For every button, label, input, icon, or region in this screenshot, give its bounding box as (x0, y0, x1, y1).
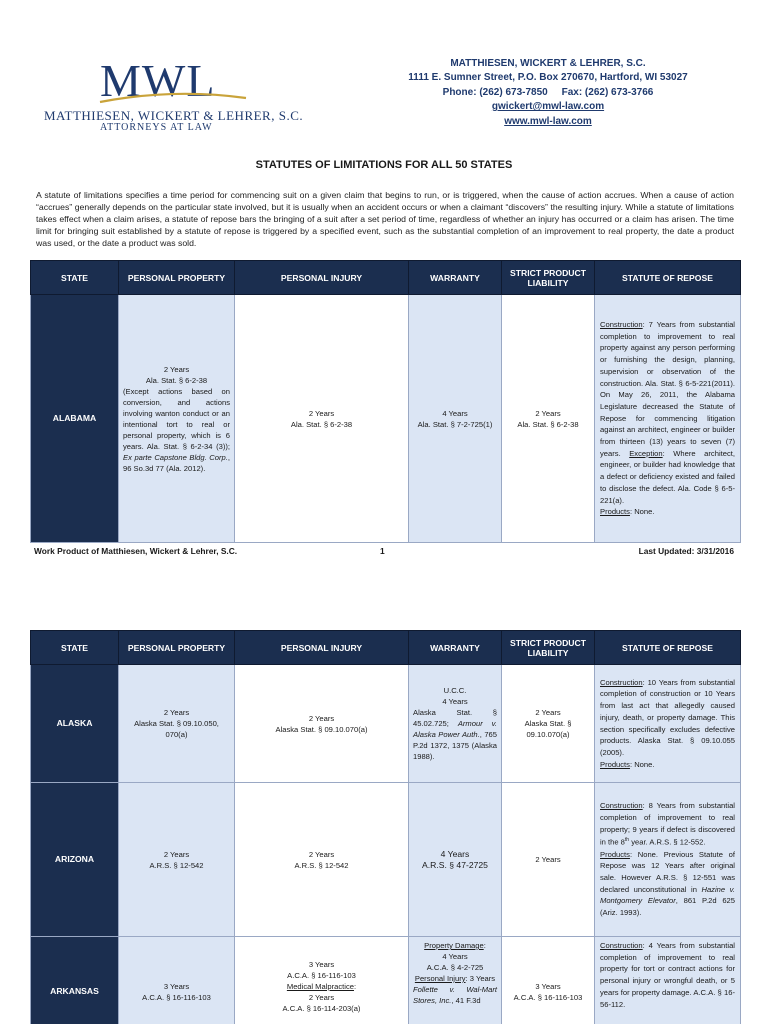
alabama-personal-injury (235, 295, 409, 543)
alaska-strict-product-liability (502, 665, 595, 783)
logo-tagline: ATTORNEYS AT LAW (100, 122, 213, 133)
arkansas-personal-injury (235, 937, 409, 1024)
pi-statute: A.C.A. § 16-116-103 (287, 971, 356, 980)
w-ucc: U.C.C. (443, 686, 467, 695)
pi-statute: Ala. Stat. § 6-2-38 (290, 419, 353, 429)
firm-logo (40, 54, 304, 134)
repose-text: : 4 Years from substantial completion of improvement to real property for tort or contract actions for personal injury or wrongful death, or 5 years for property damage. A.C.A. § 16-56-112. (600, 941, 735, 1009)
pi-statute: A.R.S. § 12-542 (294, 860, 349, 870)
repose-products-text: : None. (629, 507, 655, 517)
arkansas-warranty (409, 937, 502, 1024)
pi-years: 2 Years (308, 713, 335, 723)
w-years: 4 Years (442, 408, 468, 418)
w-pd-years: 4 Years (442, 952, 468, 961)
w-statute: Alaska Stat. § 45.02.725; (413, 708, 497, 728)
repose-text: : 10 Years from substantial completion of construction or 10 Years from last act that allegedly caused injury, death, or property damage. This section specifically excludes defective products. Alaska Stat. § 09.10.055 (2005). (600, 677, 735, 757)
arizona-warranty (409, 783, 502, 937)
spl-years: 2 Years (535, 855, 561, 864)
w-pd-statute: A.C.A. § 4-2-725 (426, 963, 484, 972)
w-statute: Ala. Stat. § 7-2-725(1) (417, 419, 493, 429)
header-personal-property: PERSONAL PROPERTY (119, 631, 235, 665)
repose-label: Construction (600, 677, 643, 687)
w-statute-block (413, 707, 497, 762)
pi-mm-years: 2 Years (308, 993, 335, 1002)
pi-years: 2 Years (308, 849, 335, 859)
alabama-personal-property (119, 295, 235, 543)
w-case-block (413, 984, 497, 1006)
spl-statute: Ala. Stat. § 6-2-38 (517, 419, 579, 429)
firm-phone-fax: Phone: (262) 673-7850 Fax: (262) 673-3766 (442, 86, 654, 98)
arizona-statute-of-repose (595, 783, 741, 937)
repose-text: : 7 Years from substantial completion to improvement to real property against any person performing or furnishing the design, planning, supervision or observation of the construction. Ala. Stat. § 6-5-221(2011). On May 26, 2011, the Alabama Legislature decreased the Statute of Repose for commencing litigation against an architect, engineer or builder from thirteen (13) years to seven (7) years. (600, 320, 735, 458)
pp-statute: A.C.A. § 16-116-103 (142, 992, 211, 1002)
pp-note-block (123, 386, 230, 474)
repose-products-text: : None. (629, 759, 655, 769)
w-cite: , 41 F.3d (451, 996, 481, 1005)
arkansas-strict-product-liability (502, 937, 595, 1024)
pp-statute: A.R.S. § 12-542 (149, 860, 204, 870)
repose-superscript: th (624, 837, 630, 844)
pp-years: 2 Years (163, 708, 190, 717)
header-statute-of-repose: STATUTE OF REPOSE (595, 631, 741, 665)
logo-firm-name: MATTHIESEN, WICKERT & LEHRER, S.C. (44, 108, 304, 123)
pp-note: (Except actions based on conversion, and actions involving wanton conduct or an intentional tort to real or personal property, which is 6 years. Ala. Stat. § 6-2-34 (3)); (123, 386, 230, 451)
state-alaska: ALASKA (31, 665, 119, 783)
arizona-personal-injury (235, 783, 409, 937)
alabama-strict-product-liability (502, 295, 595, 543)
firm-contact-block (400, 57, 696, 129)
w-case: Armour v. Alaska Power Auth. (413, 719, 497, 739)
pp-case: Ex parte Capstone Bldg. Corp. (123, 452, 228, 462)
pp-cite: , 96 So.3d 77 (Ala. 2012). (123, 452, 230, 473)
pp-statute: Alaska Stat. § 09.10.050, 070(a) (134, 719, 219, 739)
repose-label: Construction (600, 801, 643, 811)
repose-text-2: year. A.R.S. § 12-552. (629, 837, 706, 847)
w-cite: , 765 P.2d 1372, 1375 (Alaska 1988). (413, 730, 497, 761)
repose-text: : 8 Years from substantial completion of improvement to real property; 9 years if defect is discovered in the 8 (600, 801, 735, 847)
alabama-statute-of-repose (595, 295, 741, 543)
w-pd-label: Property Damage (424, 941, 484, 950)
alabama-warranty (409, 295, 502, 543)
footer-work-product: Work Product of Matthiesen, Wickert & Lehrer, S.C. (34, 546, 238, 556)
arizona-personal-property (119, 783, 235, 937)
spl-years: 2 Years (535, 408, 561, 418)
repose-label: Construction (600, 320, 643, 330)
pp-years: 2 Years (163, 849, 190, 859)
table-row-alabama (31, 295, 741, 543)
w-pi-label-block: Personal Injury: 3 Years (414, 974, 496, 983)
pi-years: 3 Years (308, 960, 335, 969)
repose-label: Construction (600, 941, 643, 950)
pi-statute: Alaska Stat. § 09.10.070(a) (275, 724, 368, 734)
header-personal-injury: PERSONAL INJURY (235, 261, 409, 295)
logo-swoosh-icon (98, 90, 248, 104)
pi-mm-label: Medical Malpractice (286, 982, 354, 991)
pp-statute: Ala. Stat. § 6-2-38 (145, 375, 208, 385)
logo-mark: MWL (100, 55, 216, 106)
w-pi-years: 3 Years (469, 974, 496, 983)
header-warranty: WARRANTY (409, 261, 502, 295)
document-title: STATUTES OF LIMITATIONS FOR ALL 50 STATES (255, 159, 513, 171)
header-personal-injury: PERSONAL INJURY (235, 631, 409, 665)
table-row-arkansas (31, 937, 741, 1024)
state-alabama: ALABAMA (31, 295, 119, 543)
state-arizona: ARIZONA (31, 783, 119, 937)
table-row-alaska (31, 665, 741, 783)
intro-paragraph: A statute of limitations specifies a time period for commencing suit on a given claim that begins to run, or is triggered, when the cause of action accrues. When a cause of action “accrues” generally depends on the particular state involved, but it is usually when an accident occurs or when a claimant “discovers” the resulting injury. While a statute of limitations takes effect when a claim arises, a statute of repose bars the bringing of a suit after a set period of time, regardless of whether an injury has occurred or a claim has arisen. The time limit for bringing suit established by a statute of repose is triggered by a specified event, such as the substantial completion of an improvement to real property, the date a product was used, or the date a product was sold. (36, 190, 734, 248)
firm-email-link[interactable]: gwickert@mwl-law.com (491, 101, 605, 113)
repose-products-label: Products (600, 849, 630, 859)
w-pi-label: Personal Injury (414, 974, 466, 983)
firm-name: MATTHIESEN, WICKERT & LEHRER, S.C. (450, 58, 646, 69)
firm-website-link[interactable]: www.mwl-law.com (504, 115, 592, 127)
pi-mm-label-block: Medical Malpractice: (286, 982, 357, 991)
repose-products-text: : None. Previous Statute of Repose was 12 Years after original sale. However A.R.S. § 12-551 was declared unconstitutional in (600, 849, 735, 894)
statutes-table-page-2 (30, 630, 741, 1024)
repose-products-label: Products (600, 507, 630, 517)
table-row-arizona (31, 783, 741, 937)
footer-page-number: 1 (380, 546, 385, 556)
state-arkansas: ARKANSAS (31, 937, 119, 1024)
header-warranty: WARRANTY (409, 631, 502, 665)
alaska-warranty (409, 665, 502, 783)
arkansas-personal-property (119, 937, 235, 1024)
arizona-strict-product-liability (502, 783, 595, 937)
header-statute-of-repose: STATUTE OF REPOSE (595, 261, 741, 295)
statutes-table-page-1 (30, 260, 741, 543)
pi-mm-statute: A.C.A. § 16-114-203(a) (282, 1004, 361, 1013)
spl-statute: A.C.A. § 16-116-103 (513, 992, 583, 1002)
w-years: 4 Years (440, 848, 470, 859)
alaska-personal-injury (235, 665, 409, 783)
alaska-statute-of-repose (595, 665, 741, 783)
spl-statute: Alaska Stat. § 09.10.070(a) (524, 719, 572, 739)
firm-address: 1111 E. Sumner Street, P.O. Box 270670, Hartford, WI 53027 (408, 72, 688, 84)
spl-years: 2 Years (535, 708, 561, 717)
repose-exception-text: : Where architect, engineer, or builder had knowledge that a defect or deficiency existed and failed to disclose the defect. Ala. Code § 6-5-221(a). (600, 448, 735, 505)
pp-years: 3 Years (163, 981, 190, 991)
pp-years: 2 Years (163, 364, 190, 374)
w-years: 4 Years (442, 697, 468, 706)
header-strict-product-liability: STRICT PRODUCT LIABILITY (502, 261, 595, 295)
header-personal-property: PERSONAL PROPERTY (119, 261, 235, 295)
w-statute: A.R.S. § 47-2725 (422, 859, 488, 870)
w-pd-label-block: Property Damage: (424, 941, 486, 950)
repose-cite: , 861 P.2d 625 (Ariz. 1993). (600, 896, 736, 918)
repose-exception-label: Exception (629, 448, 663, 458)
header-state: STATE (31, 261, 119, 295)
header-strict-product-liability: STRICT PRODUCT LIABILITY (502, 631, 595, 665)
spl-years: 3 Years (535, 981, 561, 991)
arkansas-statute-of-repose (595, 937, 741, 1024)
header-state: STATE (31, 631, 119, 665)
w-case: Follette v. Wal-Mart Stores, Inc. (413, 985, 497, 1005)
pi-years: 2 Years (308, 408, 335, 418)
repose-products-label: Products (600, 759, 630, 769)
footer-last-updated: Last Updated: 3/31/2016 (638, 546, 734, 556)
repose-case: Hazine v. Montgomery Elevator (600, 884, 736, 906)
alaska-personal-property (119, 665, 235, 783)
